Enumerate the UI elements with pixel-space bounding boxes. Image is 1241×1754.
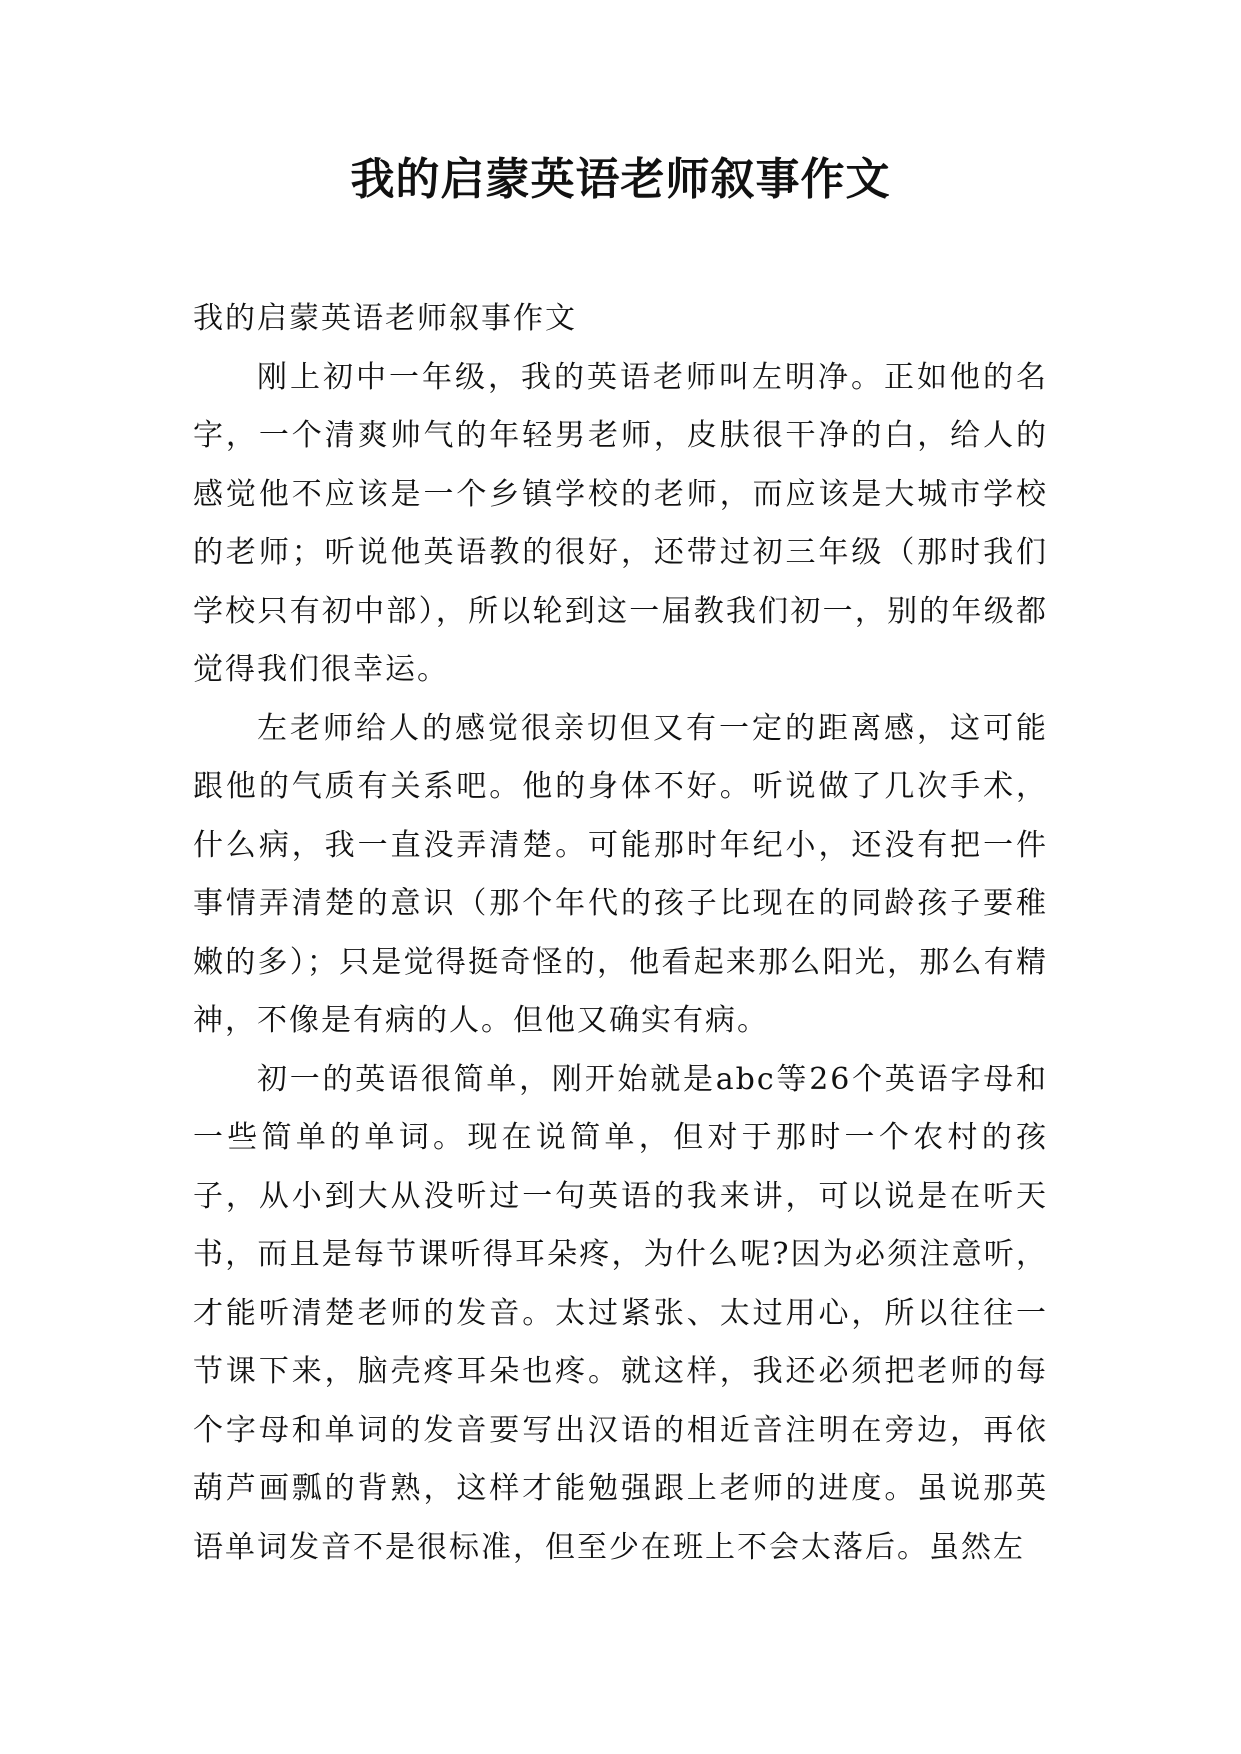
document-subtitle: 我的启蒙英语老师叙事作文: [193, 301, 577, 336]
paragraph-1: 刚上初中一年级，我的英语老师叫左明净。正如他的名字，一个清爽帅气的年轻男老师，皮肤很干净的白，给人的感觉他不应该是一个乡镇学校的老师，而应该是大城市学校的老师；听说他英语教的很好，还带过初三年级（那时我们学校只有初中部），所以轮到这一届教我们初一，别的年级都觉得我们很幸运。: [193, 359, 1048, 687]
document-body: [193, 290, 1048, 1577]
paragraph-3: 初一的英语很简单，刚开始就是abc等26个英语字母和一些简单的单词。现在说简单，但对于那时一个农村的孩子，从小到大从没听过一句英语的我来讲，可以说是在听天书，而且是每节课听得耳朵疼，为什么呢?因为必须注意听，才能听清楚老师的发音。太过紧张、太过用心，所以往往一节课下来，脑壳疼耳朵也疼。就这样，我还必须把老师的每个字母和单词的发音要写出汉语的相近音注明在旁边，再依葫芦画瓢的背熟，这样才能勉强跟上老师的进度。虽说那英语单词发音不是很标准，但至少在班上不会太落后。虽然左: [193, 1061, 1048, 1565]
document-title: 我的启蒙英语老师叙事作文: [350, 154, 891, 205]
paragraph-2: 左老师给人的感觉很亲切但又有一定的距离感，这可能跟他的气质有关系吧。他的身体不好。听说做了几次手术，什么病，我一直没弄清楚。可能那时年纪小，还没有把一件事情弄清楚的意识（那个年代的孩子比现在的同龄孩子要稚嫩的多）；只是觉得挺奇怪的，他看起来那么阳光，那么有精神，不像是有病的人。但他又确实有病。: [193, 710, 1048, 1038]
